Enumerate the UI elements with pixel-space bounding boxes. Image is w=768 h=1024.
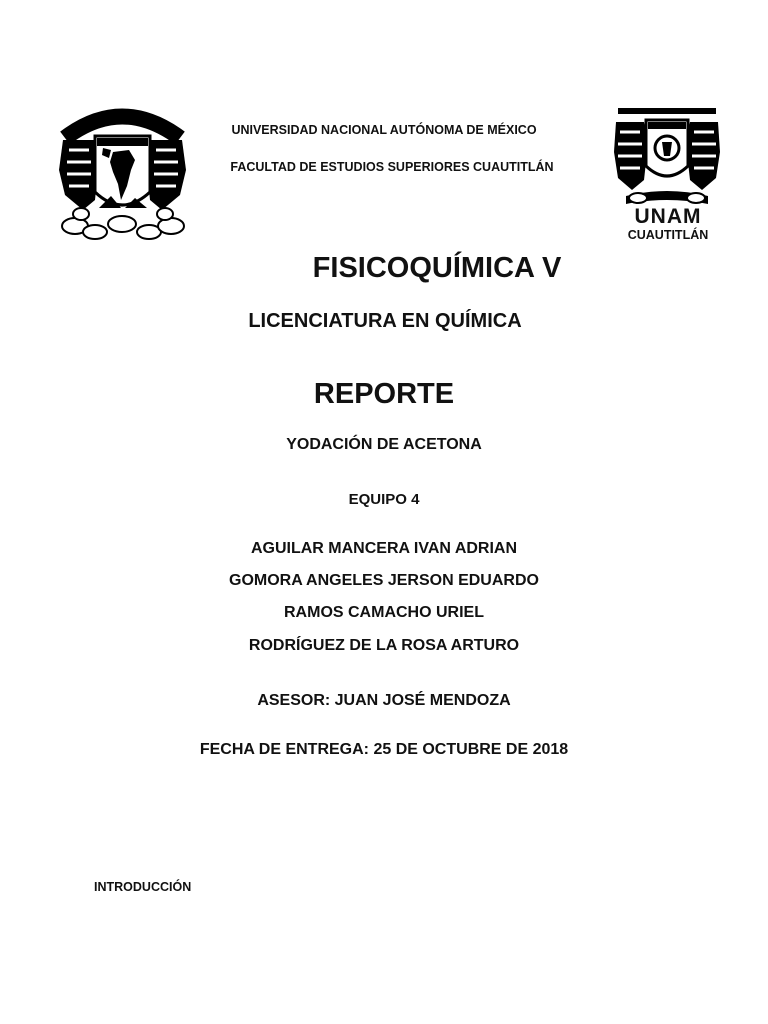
fesc-seal-icon (612, 100, 722, 210)
degree-name: LICENCIATURA EN QUÍMICA (248, 310, 522, 332)
team-member: RODRÍGUEZ DE LA ROSA ARTURO (248, 637, 520, 654)
university-name: UNIVERSIDAD NACIONAL AUTÓNOMA DE MÉXICO (231, 123, 537, 137)
team-member: AGUILAR MANCERA IVAN ADRIAN (250, 540, 518, 557)
document-type: REPORTE (313, 378, 455, 410)
unam-wordmark: UNAM (634, 205, 702, 228)
delivery-date: FECHA DE ENTREGA: 25 DE OCTUBRE DE 2018 (199, 741, 569, 758)
campus-wordmark: CUAUTITLÁN (627, 228, 709, 242)
faculty-name: FACULTAD DE ESTUDIOS SUPERIORES CUAUTITLÁN (230, 160, 554, 174)
team-member: RAMOS CAMACHO URIEL (284, 604, 484, 621)
report-topic: YODACIÓN DE ACETONA (286, 436, 482, 453)
advisor-line: ASESOR: JUAN JOSÉ MENDOZA (257, 692, 511, 709)
section-heading: INTRODUCCIÓN (94, 880, 192, 894)
team-name: EQUIPO 4 (348, 491, 420, 508)
team-member: GOMORA ANGELES JERSON EDUARDO (229, 572, 539, 589)
subject-title: FISICOQUÍMICA V (312, 252, 562, 284)
